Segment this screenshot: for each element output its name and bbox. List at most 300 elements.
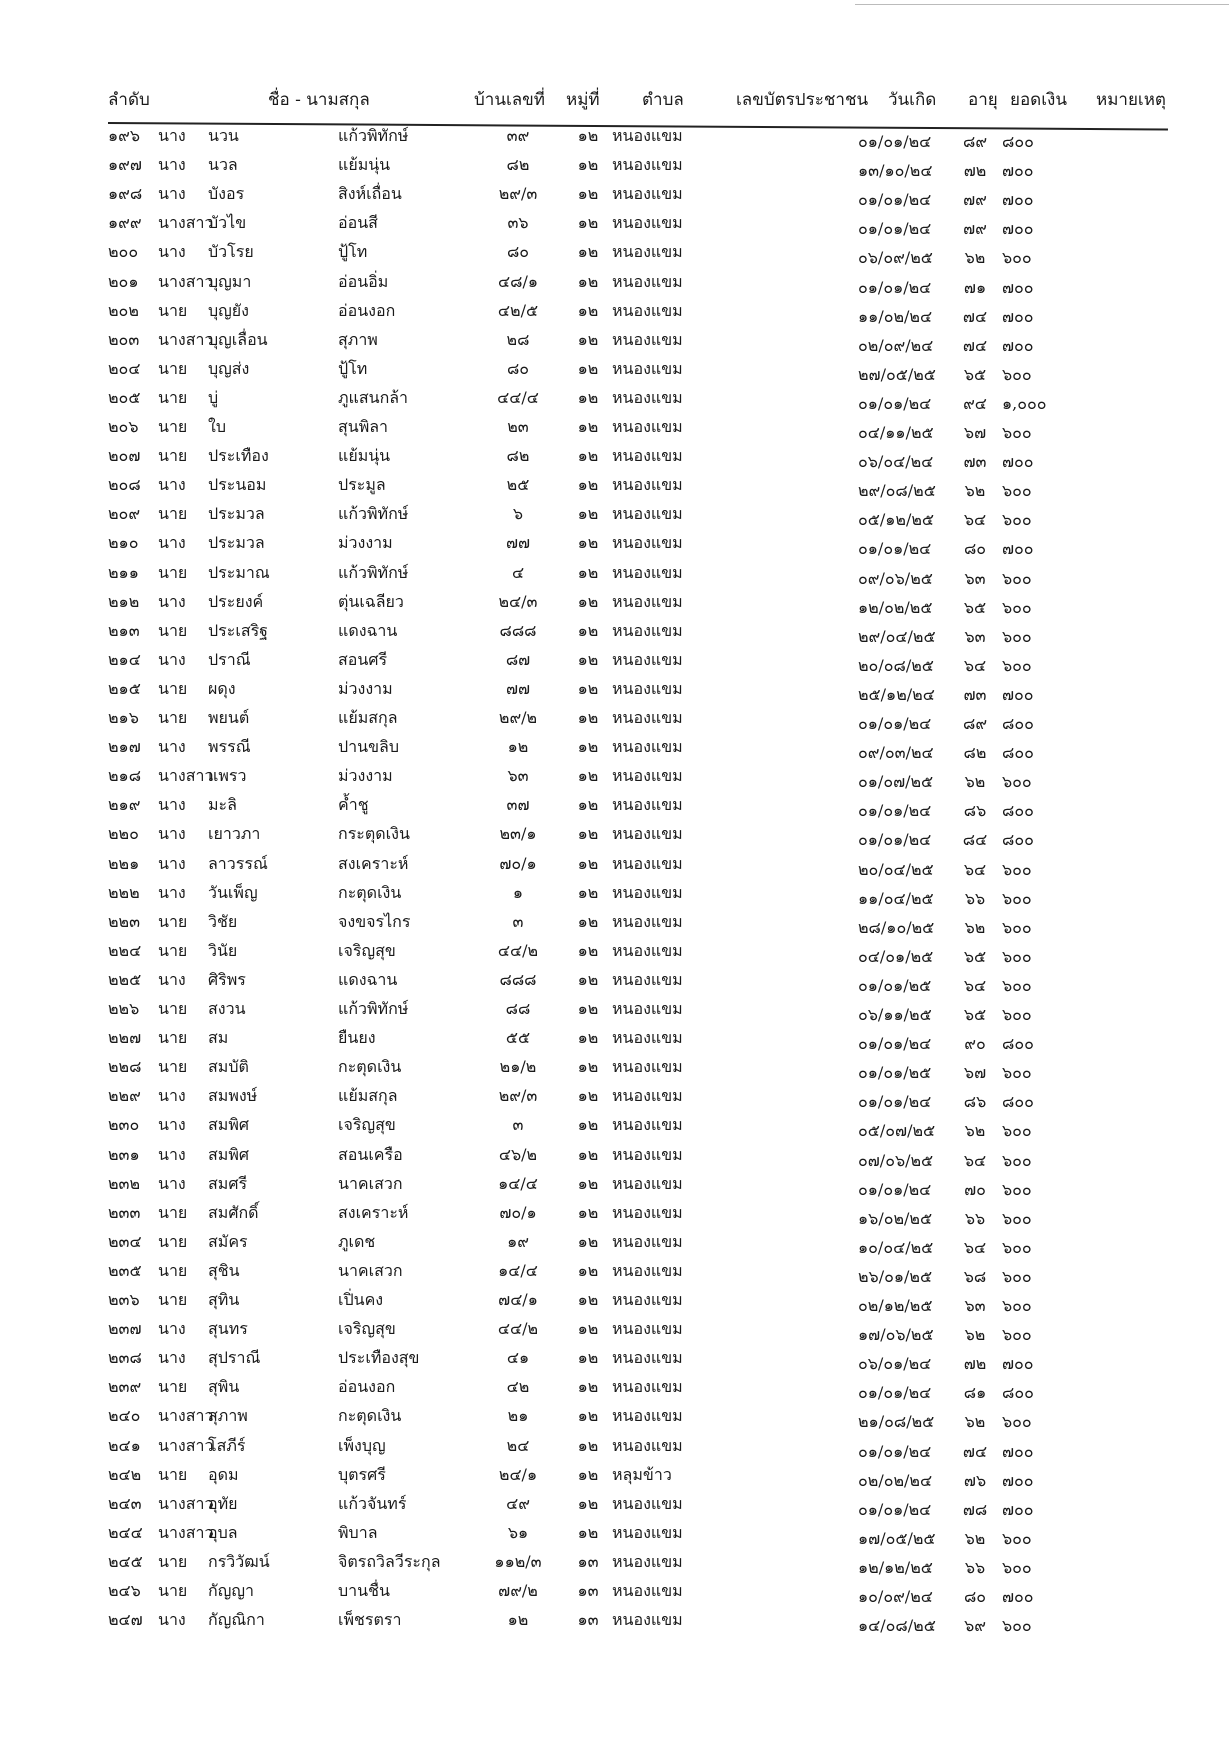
table-row [0, 590, 1229, 619]
row-birth-date: ๐๒/๐๒/๒๔ [858, 1470, 933, 1490]
table-row [0, 1113, 1229, 1142]
table-row [0, 648, 1229, 677]
row-moo: ๑๒ [577, 853, 599, 873]
header-id-card: เลขบัตรประชาชน [736, 90, 869, 110]
row-amount: ๖๐๐ [1002, 1150, 1032, 1170]
row-birth-date: ๑๑/๐๔/๒๕ [858, 888, 934, 908]
row-tambon: หนองแขม [612, 649, 683, 669]
row-last-name: อ่อนงอก [338, 1377, 396, 1397]
row-age: ๗๑ [963, 277, 987, 297]
row-amount: ๖๐๐ [1002, 423, 1032, 442]
table-row [0, 910, 1229, 939]
row-house-number: ๒๓/๑ [499, 824, 537, 844]
row-amount: ๗๐๐ [1002, 335, 1034, 355]
row-tambon: หนองแขม [612, 766, 683, 786]
row-last-name: กะตุดเงิน [338, 882, 402, 902]
table-row [0, 386, 1229, 415]
row-birth-date: ๒๐/๐๔/๒๕ [858, 859, 934, 879]
row-last-name: บานชื่น [338, 1581, 390, 1600]
table-row [0, 677, 1229, 706]
row-house-number: ๔๙ [506, 1493, 530, 1513]
row-house-number: ๒๑/๒ [499, 1057, 537, 1077]
row-birth-date: ๑๖/๐๒/๒๕ [858, 1208, 933, 1228]
row-amount: ๖๐๐ [1002, 1325, 1032, 1345]
row-birth-date: ๐๒/๐๙/๒๔ [858, 335, 934, 355]
header-note: หมายเหตุ [1096, 90, 1166, 110]
row-age: ๖๕ [963, 597, 987, 617]
row-birth-date: ๐๑/๐๑/๒๔ [858, 1441, 932, 1461]
row-moo: ๑๒ [577, 1173, 599, 1193]
row-last-name: นาคเสวก [338, 1173, 403, 1193]
row-last-name: ม่วงงาม [338, 766, 393, 786]
row-tambon: หนองแขม [612, 242, 683, 262]
row-tambon: หนองแขม [612, 300, 683, 320]
row-moo: ๑๒ [577, 329, 599, 349]
row-moo: ๑๒ [577, 1290, 599, 1309]
row-house-number: ๒๔/๑ [498, 1464, 538, 1484]
row-house-number: ๔๒/๕ [497, 300, 539, 320]
row-last-name: แดงฉาน [338, 969, 398, 989]
row-last-name: แย้มสกุล [338, 708, 398, 727]
row-house-number: ๓ [512, 911, 524, 931]
row-title: นางสาว [158, 213, 214, 233]
row-moo: ๑๒ [577, 504, 599, 524]
table-row [0, 1550, 1229, 1579]
row-moo: ๑๒ [577, 940, 599, 960]
row-first-name: สุภาพ [208, 1406, 248, 1426]
row-age: ๘๐ [963, 1587, 987, 1606]
row-birth-date: ๐๑/๐๑/๒๔ [858, 190, 932, 210]
row-last-name: สงเคราะห์ [338, 1202, 409, 1222]
row-birth-date: ๐๑/๐๑/๒๔ [858, 539, 932, 559]
row-age: ๗๘ [962, 1499, 988, 1519]
row-number: ๒๑๗ [108, 737, 141, 757]
row-last-name: ปู้โท [338, 358, 368, 378]
row-last-name: บุตรศรี [338, 1464, 386, 1484]
row-tambon: หนองแขม [612, 1173, 683, 1193]
row-first-name: อุดม [208, 1464, 239, 1484]
row-tambon: หนองแขม [612, 940, 683, 960]
table-row [0, 211, 1229, 240]
row-tambon: หนองแขม [612, 999, 683, 1018]
table-row [0, 1259, 1229, 1288]
table-row [0, 1375, 1229, 1404]
row-title: นาย [158, 387, 188, 407]
row-house-number: ๘๗ [505, 649, 531, 669]
row-amount: ๖๐๐ [1002, 510, 1032, 530]
row-amount: ๖๐๐ [1002, 1528, 1032, 1548]
row-title: นางสาว [158, 1493, 214, 1513]
row-first-name: ศิริพร [208, 969, 246, 989]
row-house-number: ๔๘/๑ [498, 271, 538, 291]
row-number: ๒๑๒ [108, 591, 140, 611]
row-title: นาง [158, 1144, 186, 1164]
row-first-name: ลาวรรณ์ [208, 853, 268, 873]
row-moo: ๑๒ [577, 475, 599, 495]
row-last-name: แก้วพิทักษ์ [338, 504, 409, 524]
row-house-number: ๒๙/๒ [498, 708, 538, 727]
row-number: ๒๒๗ [108, 1028, 142, 1048]
row-first-name: เยาวภา [208, 824, 261, 844]
row-age: ๘๒ [963, 743, 987, 763]
row-first-name: พรรณี [208, 737, 251, 757]
table-row [0, 852, 1229, 881]
row-title: นาย [158, 999, 188, 1018]
table-row [0, 706, 1229, 735]
row-amount: ๗๐๐ [1002, 277, 1034, 297]
row-house-number: ๘๒ [506, 155, 530, 175]
row-first-name: สงวน [208, 999, 246, 1018]
row-tambon: หนองแขม [612, 591, 683, 611]
table-row [0, 735, 1229, 764]
row-first-name: สมพิศ [208, 1144, 250, 1164]
row-tambon: หนองแขม [612, 708, 683, 727]
row-moo: ๑๒ [577, 620, 599, 640]
table-row [0, 561, 1229, 590]
table-row [0, 124, 1229, 153]
row-number: ๒๐๔ [108, 358, 141, 378]
row-last-name: ม่วงงาม [338, 533, 393, 553]
row-birth-date: ๒๖/๐๑/๒๕ [858, 1266, 933, 1286]
table-row [0, 357, 1229, 386]
row-house-number: ๒๓ [507, 417, 529, 436]
table-row [0, 1404, 1229, 1433]
row-birth-date: ๑๗/๐๖/๒๕ [858, 1325, 934, 1345]
row-title: นาย [158, 1581, 188, 1600]
row-amount: ๖๐๐ [1002, 1005, 1032, 1024]
row-tambon: หนองแขม [612, 1406, 683, 1426]
row-age: ๘๑ [963, 1383, 987, 1403]
row-amount: ๗๐๐ [1002, 1354, 1034, 1374]
row-amount: ๖๐๐ [1002, 364, 1032, 384]
table-row [0, 1492, 1229, 1521]
row-birth-date: ๐๑/๐๑/๒๔ [858, 1034, 932, 1054]
row-title: นาย [158, 620, 188, 640]
row-birth-date: ๐๕/๐๗/๒๕ [858, 1121, 936, 1141]
row-last-name: ปู้โท [338, 242, 368, 262]
row-number: ๑๙๗ [108, 155, 142, 175]
row-moo: ๑๒ [577, 1260, 599, 1280]
row-birth-date: ๑๔/๐๘/๒๕ [858, 1616, 936, 1636]
row-amount: ๖๐๐ [1002, 946, 1032, 966]
row-age: ๘๔ [962, 830, 988, 850]
row-birth-date: ๐๑/๐๑/๒๔ [858, 393, 932, 413]
row-birth-date: ๐๒/๑๒/๒๕ [858, 1296, 933, 1315]
row-number: ๒๐๗ [108, 446, 141, 466]
row-age: ๗๙ [963, 219, 987, 239]
row-amount: ๖๐๐ [1002, 597, 1032, 617]
row-first-name: สุทิน [208, 1290, 240, 1309]
row-title: นางสาว [158, 1522, 214, 1542]
row-amount: ๖๐๐ [1002, 1237, 1032, 1257]
table-row [0, 531, 1229, 560]
header-tambon: ตำบล [642, 90, 684, 110]
row-title: นางสาว [158, 766, 214, 786]
row-amount: ๖๐๐ [1002, 481, 1032, 501]
row-amount: ๗๐๐ [1002, 219, 1034, 239]
row-amount: ๗๐๐ [1002, 1499, 1034, 1519]
row-first-name: ประเทือง [208, 446, 269, 466]
row-last-name: อ่อนงอก [338, 300, 396, 320]
row-tambon: หนองแขม [612, 1348, 683, 1368]
row-tambon: หนองแขม [612, 1028, 683, 1048]
row-first-name: ประยงค์ [208, 591, 264, 611]
table-row [0, 1463, 1229, 1492]
row-title: นาง [158, 1115, 186, 1135]
row-title: นาย [158, 300, 188, 320]
row-moo: ๑๒ [577, 969, 599, 989]
row-last-name: เจริญสุข [338, 1319, 396, 1339]
row-title: นาง [158, 1086, 186, 1106]
table-row [0, 1608, 1229, 1637]
row-title: นางสาว [158, 1435, 214, 1455]
row-tambon: หนองแขม [612, 184, 683, 204]
row-house-number: ๗๔/๑ [498, 1290, 538, 1309]
row-last-name: แก้วจันทร์ [338, 1493, 407, 1513]
row-moo: ๑๒ [577, 1464, 599, 1484]
row-first-name: สุปราณี [208, 1348, 261, 1368]
row-birth-date: ๐๖/๑๑/๒๕ [858, 1005, 932, 1024]
row-first-name: โสภีร์ [208, 1435, 246, 1455]
row-birth-date: ๐๑/๐๑/๒๔ [858, 1383, 932, 1403]
row-amount: ๖๐๐ [1002, 917, 1032, 937]
row-birth-date: ๐๑/๐๑/๒๔ [858, 1499, 932, 1519]
row-moo: ๑๒ [577, 358, 599, 378]
row-amount: ๖๐๐ [1002, 1179, 1032, 1199]
row-birth-date: ๒๗/๐๕/๒๕ [858, 364, 936, 384]
row-amount: ๖๐๐ [1002, 626, 1032, 646]
row-age: ๖๕ [963, 1005, 987, 1024]
row-number: ๑๙๙ [108, 213, 142, 233]
row-moo: ๑๒ [577, 1144, 599, 1164]
row-amount: ๗๐๐ [1002, 161, 1034, 181]
row-number: ๒๔๔ [108, 1522, 143, 1542]
row-moo: ๑๒ [577, 649, 599, 669]
row-moo: ๑๒ [577, 1435, 599, 1455]
table-row [0, 1579, 1229, 1608]
row-title: นาย [158, 358, 188, 378]
table-row [0, 1230, 1229, 1259]
row-title: นาย [158, 1231, 188, 1251]
row-last-name: เพ็งบุญ [338, 1435, 386, 1455]
row-amount: ๖๐๐ [1002, 1266, 1032, 1286]
row-tambon: หนองแขม [612, 213, 683, 233]
row-age: ๖๗ [963, 1063, 987, 1083]
row-birth-date: ๐๙/๐๓/๒๔ [858, 743, 934, 763]
row-number: ๒๒๖ [108, 999, 140, 1018]
row-age: ๗๓ [963, 684, 987, 704]
row-number: ๒๓๒ [108, 1173, 141, 1193]
row-moo: ๑๒ [577, 1028, 599, 1048]
row-first-name: บัวโรย [208, 242, 254, 262]
row-number: ๒๐๓ [108, 329, 140, 349]
row-moo: ๑๒ [577, 911, 599, 931]
row-last-name: เปิ่นคง [338, 1290, 384, 1309]
row-number: ๒๓๔ [108, 1231, 142, 1251]
row-house-number: ๗๐/๑ [499, 1202, 537, 1222]
row-amount: ๗๐๐ [1002, 1587, 1034, 1606]
row-house-number: ๓๙ [506, 126, 530, 145]
row-age: ๙๐ [964, 1034, 986, 1054]
row-moo: ๑๒ [577, 708, 599, 727]
table-row [0, 182, 1229, 211]
table-row [0, 764, 1229, 793]
row-tambon: หนองแขม [612, 1057, 683, 1077]
row-house-number: ๔๑ [506, 1348, 530, 1368]
row-birth-date: ๐๗/๐๖/๒๕ [858, 1150, 934, 1170]
table-row [0, 328, 1229, 357]
row-birth-date: ๐๑/๐๑/๒๔ [858, 277, 932, 297]
table-row [0, 444, 1229, 473]
row-number: ๒๓๑ [108, 1144, 140, 1164]
row-title: นางสาว [158, 271, 214, 291]
row-last-name: นาคเสวก [338, 1260, 403, 1280]
row-age: ๗๐ [964, 1179, 986, 1199]
row-tambon: หนองแขม [612, 737, 683, 757]
row-moo: ๑๒ [577, 242, 599, 262]
row-amount: ๖๐๐ [1002, 248, 1032, 268]
row-title: นาง [158, 126, 186, 145]
row-number: ๒๓๖ [108, 1290, 140, 1309]
row-age: ๗๒ [963, 161, 987, 181]
row-birth-date: ๐๕/๑๒/๒๕ [858, 510, 935, 530]
row-amount: ๗๐๐ [1002, 452, 1034, 472]
row-amount: ๖๐๐ [1002, 772, 1032, 792]
row-age: ๖๖ [964, 1557, 986, 1577]
table-row [0, 1026, 1229, 1055]
row-tambon: หนองแขม [612, 1377, 683, 1397]
row-age: ๖๒ [964, 1121, 986, 1141]
row-house-number: ๒๔ [506, 1435, 530, 1455]
row-house-number: ๘๘๘ [499, 620, 537, 640]
row-last-name: กระตุดเงิน [338, 824, 410, 844]
row-title: นาง [158, 649, 186, 669]
row-house-number: ๘๒ [506, 446, 530, 466]
row-birth-date: ๐๑/๐๑/๒๔ [858, 219, 932, 239]
row-title: นาย [158, 1057, 188, 1077]
table-header [0, 86, 1229, 126]
row-first-name: นวน [208, 126, 239, 145]
row-age: ๗๔ [962, 306, 988, 326]
row-number: ๒๐๕ [108, 387, 141, 407]
row-first-name: มะลิ [208, 795, 237, 815]
row-tambon: หนองแขม [612, 1260, 683, 1280]
row-age: ๖๔ [963, 859, 987, 879]
row-age: ๖๒ [964, 481, 986, 501]
row-number: ๒๓๕ [108, 1260, 142, 1280]
row-last-name: แก้วพิทักษ์ [338, 126, 409, 145]
table-row [0, 1317, 1229, 1346]
row-birth-date: ๐๑/๐๑/๒๕ [858, 1063, 932, 1083]
table-row [0, 793, 1229, 822]
row-house-number: ๘๐ [506, 358, 530, 378]
table-row [0, 1143, 1229, 1172]
row-title: นาง [158, 591, 186, 611]
row-tambon: หนองแขม [612, 1319, 683, 1339]
row-last-name: แย้มสกุล [338, 1086, 398, 1106]
row-amount: ๖๐๐ [1002, 1063, 1032, 1083]
row-amount: ๘๐๐ [1002, 830, 1034, 850]
row-moo: ๑๒ [577, 795, 599, 815]
row-house-number: ๗๙/๒ [498, 1581, 538, 1600]
row-first-name: แพรว [208, 766, 247, 786]
row-last-name: ประมูล [338, 475, 386, 495]
row-title: นาย [158, 1028, 188, 1048]
row-number: ๒๓๙ [108, 1377, 142, 1397]
row-age: ๖๒ [964, 772, 986, 792]
row-birth-date: ๐๔/๐๑/๒๕ [858, 946, 934, 966]
table-row [0, 968, 1229, 997]
row-moo: ๑๒ [577, 271, 599, 291]
header-amount: ยอดเงิน [1010, 90, 1067, 110]
row-first-name: วันเพ็ญ [208, 882, 258, 902]
row-moo: ๑๒ [577, 678, 599, 698]
row-title: นาง [158, 1319, 186, 1339]
row-age: ๗๔ [962, 335, 988, 355]
row-amount: ๖๐๐ [1002, 655, 1032, 675]
row-first-name: สมบัติ [208, 1057, 249, 1077]
row-house-number: ๔๖/๒ [498, 1144, 538, 1164]
row-first-name: บุญส่ง [208, 358, 250, 378]
row-moo: ๑๒ [577, 562, 599, 582]
row-age: ๖๔ [963, 510, 987, 530]
row-tambon: หนองแขม [612, 1610, 683, 1630]
row-amount: ๘๐๐ [1002, 1092, 1034, 1112]
row-amount: ๖๐๐ [1002, 1208, 1032, 1228]
row-first-name: สมศักดิ์ [208, 1202, 259, 1222]
row-birth-date: ๐๔/๑๑/๒๕ [858, 423, 934, 442]
row-number: ๒๑๓ [108, 620, 140, 640]
row-house-number: ๒๕ [506, 475, 530, 495]
row-number: ๒๒๙ [108, 1086, 141, 1106]
row-title: นาง [158, 737, 186, 757]
row-first-name: สมัคร [208, 1231, 248, 1251]
row-last-name: เพ็ชรตรา [338, 1610, 402, 1630]
row-title: นาย [158, 1202, 188, 1222]
row-tambon: หนองแขม [612, 126, 683, 145]
header-house: บ้านเลขที่ [474, 90, 546, 110]
row-title: นาย [158, 504, 188, 524]
row-tambon: หนองแขม [612, 417, 683, 436]
row-number: ๒๑๐ [108, 533, 139, 553]
row-number: ๒๐๖ [108, 417, 139, 436]
row-amount: ๖๐๐ [1002, 859, 1032, 879]
row-tambon: หลุมข้าว [612, 1464, 672, 1484]
row-age: ๖๘ [963, 1266, 987, 1286]
row-first-name: ประมาณ [208, 562, 270, 582]
row-age: ๗๖ [963, 1470, 987, 1490]
row-number: ๒๒๔ [108, 940, 142, 960]
row-number: ๒๓๘ [108, 1348, 142, 1368]
row-title: นาง [158, 1348, 186, 1368]
row-tambon: หนองแขม [612, 504, 683, 524]
row-house-number: ๔ [511, 562, 525, 582]
row-house-number: ๘๘ [505, 999, 531, 1018]
row-number: ๒๓๐ [108, 1115, 140, 1135]
row-amount: ๘๐๐ [1002, 1034, 1034, 1054]
row-title: นาง [158, 184, 186, 204]
row-last-name: สอนศรี [338, 649, 388, 669]
row-age: ๖๒ [964, 1325, 986, 1345]
row-number: ๒๑๕ [108, 678, 141, 698]
row-first-name: ประมวล [208, 533, 265, 553]
row-first-name: ผดุง [208, 678, 236, 698]
row-first-name: บังอร [208, 184, 245, 204]
row-title: นาย [158, 1551, 188, 1571]
row-tambon: หนองแขม [612, 1202, 683, 1222]
row-birth-date: ๒๐/๐๘/๒๕ [858, 655, 934, 675]
row-age: ๗๓ [963, 452, 987, 472]
